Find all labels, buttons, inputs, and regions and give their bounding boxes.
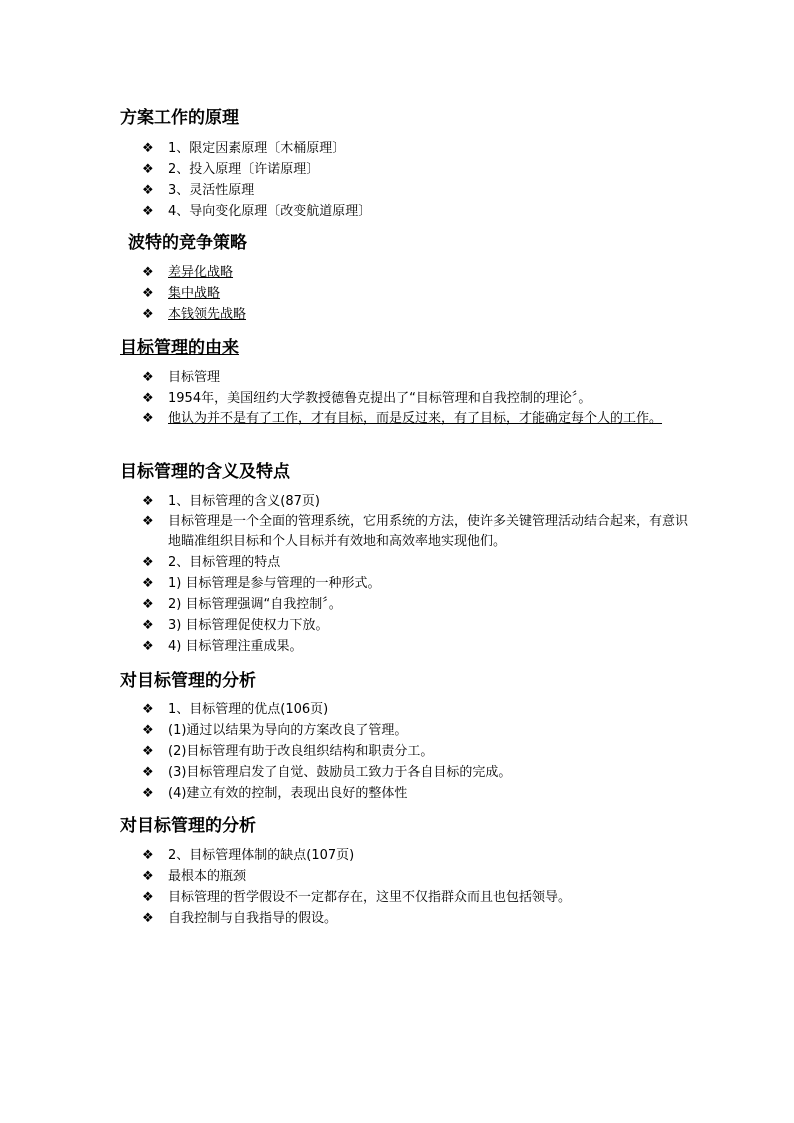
bullet-list (120, 138, 720, 222)
list-item (120, 304, 728, 325)
list-item-text: (2)目标管理有助于改良组织结构和职责分工。 (168, 744, 434, 759)
list-item-text: 2、投入原理〔许诺原理〕 (168, 162, 320, 177)
list-item (120, 845, 720, 866)
diamond-bullet-icon: ❖ (142, 597, 154, 612)
list-item (120, 573, 720, 594)
list-item (120, 138, 720, 159)
list-item-text: 1、限定因素原理〔木桶原理〕 (168, 141, 346, 156)
section-mbo-meaning (120, 461, 720, 657)
list-item-text: 3) 目标管理促使权力下放。 (168, 618, 329, 633)
section-planning-principles (120, 107, 720, 222)
list-item (120, 866, 720, 887)
list-item (120, 615, 720, 636)
list-item-link[interactable]: 本钱领先战略 (168, 307, 247, 322)
list-item (120, 201, 720, 222)
list-item (120, 283, 728, 304)
section-mbo-analysis-disadvantages (120, 815, 720, 929)
list-item-text: (3)目标管理启发了自觉、鼓励员工致力于各自目标的完成。 (168, 765, 512, 780)
diamond-bullet-icon: ❖ (142, 618, 154, 633)
section-mbo-origin (120, 337, 720, 429)
list-item (120, 636, 720, 657)
diamond-bullet-icon: ❖ (142, 162, 154, 177)
list-item (120, 720, 720, 741)
section-heading: 目标管理的含义及特点 (120, 462, 290, 482)
diamond-bullet-icon: ❖ (142, 702, 154, 717)
list-item-text: 他认为并不是有了工作，才有目标，而是反过来，有了目标，才能确定每个人的工作。 (168, 411, 663, 426)
bullet-list (120, 699, 720, 804)
diamond-bullet-icon: ❖ (142, 576, 154, 591)
list-item-text: 2、目标管理的特点 (168, 555, 281, 570)
list-item-text: 4) 目标管理注重成果。 (168, 639, 303, 654)
diamond-bullet-icon: ❖ (142, 723, 154, 738)
bullet-list (120, 845, 720, 929)
diamond-bullet-icon: ❖ (142, 183, 154, 198)
diamond-bullet-icon: ❖ (142, 141, 154, 156)
bullet-list (120, 367, 720, 429)
bullet-list (120, 262, 728, 325)
diamond-bullet-icon: ❖ (142, 204, 154, 219)
diamond-bullet-icon: ❖ (142, 555, 154, 570)
list-item (120, 762, 720, 783)
section-heading: 对目标管理的分析 (120, 816, 256, 836)
diamond-bullet-icon: ❖ (142, 411, 154, 426)
bullet-list (120, 491, 720, 657)
list-item (120, 388, 720, 409)
diamond-bullet-icon: ❖ (142, 765, 154, 780)
list-item (120, 552, 720, 573)
diamond-bullet-icon: ❖ (142, 494, 154, 509)
list-item (120, 741, 720, 762)
list-item-text: (1)通过以结果为导向的方案改良了管理。 (168, 723, 408, 738)
list-item-text: 最根本的瓶颈 (168, 869, 247, 884)
diamond-bullet-icon: ❖ (142, 307, 154, 322)
diamond-bullet-icon: ❖ (142, 265, 154, 280)
diamond-bullet-icon: ❖ (142, 911, 154, 926)
section-heading: 目标管理的由来 (120, 338, 239, 358)
section-porter-strategies (128, 232, 728, 325)
list-item (120, 367, 720, 388)
list-item (120, 409, 688, 429)
section-heading: 方案工作的原理 (120, 108, 239, 128)
list-item (120, 262, 728, 283)
list-item (120, 512, 688, 552)
list-item-link[interactable]: 差异化战略 (168, 265, 234, 280)
section-heading: 波特的竞争策略 (128, 233, 247, 253)
list-item (120, 783, 720, 804)
list-item-text: (4)建立有效的控制，表现出良好的整体性 (168, 786, 408, 801)
diamond-bullet-icon: ❖ (142, 786, 154, 801)
diamond-bullet-icon: ❖ (142, 639, 154, 654)
list-item-text: 自我控制与自我指导的假设。 (168, 911, 338, 926)
list-item (120, 594, 720, 615)
diamond-bullet-icon: ❖ (142, 848, 154, 863)
list-item-text: 1、目标管理的优点(106页) (168, 702, 329, 717)
diamond-bullet-icon: ❖ (142, 869, 154, 884)
diamond-bullet-icon: ❖ (142, 286, 154, 301)
list-item-text: 3、灵活性原理 (168, 183, 255, 198)
diamond-bullet-icon: ❖ (142, 391, 154, 406)
list-item-text: 1954年，美国纽约大学教授德鲁克提出了“目标管理和自我控制的理论〞。 (168, 391, 592, 406)
list-item (120, 887, 720, 908)
list-item-link[interactable]: 集中战略 (168, 286, 221, 301)
list-item-text: 2) 目标管理强调“自我控制〞。 (168, 597, 342, 612)
list-item-text: 1) 目标管理是参与管理的一种形式。 (168, 576, 381, 591)
list-item-text: 2、目标管理体制的缺点(107页) (168, 848, 355, 863)
list-item (120, 491, 720, 512)
list-item-text: 1、目标管理的含义(87页) (168, 494, 320, 509)
list-item-text: 目标管理的哲学假设不一定都存在，这里不仅指群众而且也包括领导。 (168, 890, 572, 905)
list-item (120, 159, 720, 180)
list-item (120, 180, 720, 201)
section-mbo-analysis-advantages (120, 670, 720, 804)
diamond-bullet-icon: ❖ (142, 514, 154, 529)
list-item-text: 4、导向变化原理〔改变航道原理〕 (168, 204, 372, 219)
list-item (120, 908, 720, 929)
diamond-bullet-icon: ❖ (142, 744, 154, 759)
list-item-text: 目标管理 (168, 370, 221, 385)
section-heading: 对目标管理的分析 (120, 671, 256, 691)
diamond-bullet-icon: ❖ (142, 890, 154, 905)
list-item-text: 目标管理是一个全面的管理系统，它用系统的方法，使许多关键管理活动结合起来，有意识地瞄准组织目标和个人目标并有效地和高效率地实现他们。 (168, 514, 689, 549)
list-item (120, 699, 720, 720)
diamond-bullet-icon: ❖ (142, 370, 154, 385)
